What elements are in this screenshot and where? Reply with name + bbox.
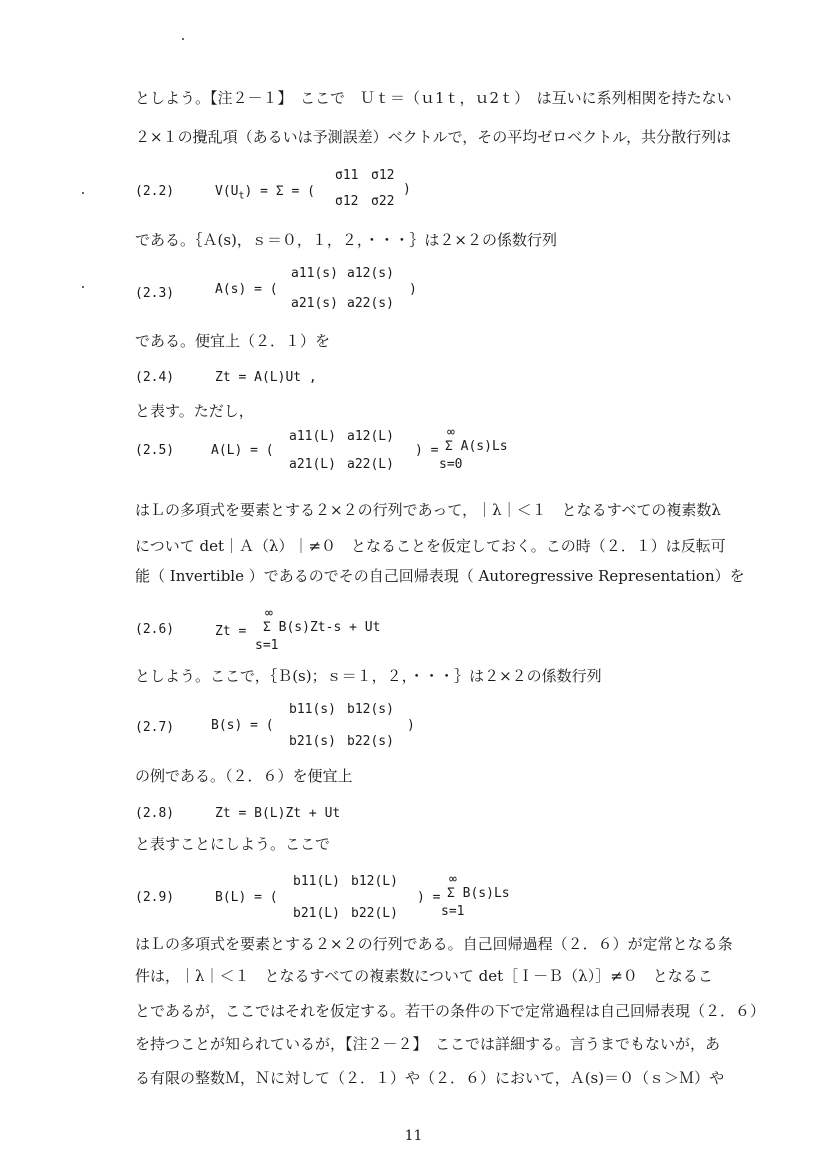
matrix-cell: σ22 — [371, 194, 395, 209]
matrix-cell: b11(L) — [293, 874, 340, 889]
matrix-cell: a12(s) — [347, 266, 394, 281]
equation-2-9: (2.9) B(L) = ( b11(L) b12(L) b21(L) b22(L) ) = ∞ Σ B(s)Ls s=1 — [135, 872, 510, 921]
text-line: について det｜Ａ（λ）｜≠０ となることを仮定しておく。この時（２．１）は反転可 — [135, 537, 726, 555]
equation-2-8: (2.8) Zt = B(L)Zt + Ut — [135, 806, 341, 821]
matrix-cell: a21(L) — [289, 457, 336, 472]
matrix-cell: σ11 — [335, 168, 359, 183]
matrix-cell: a22(s) — [347, 296, 394, 311]
matrix-cell: a11(s) — [291, 266, 338, 281]
equation-number: (2.9) — [135, 890, 175, 905]
text-line: の例である。（２．６）を便宜上 — [135, 767, 353, 785]
text-line: ２×１の攪乱項（あるいは予測誤差）ベクトルで，その平均ゼロベクトル，共分散行列は — [135, 128, 732, 146]
text-line: と表すことにしよう。ここで — [135, 835, 331, 853]
matrix-cell: b22(L) — [351, 906, 398, 921]
equation-number: (2.6) — [135, 622, 175, 637]
matrix-cell: b21(s) — [289, 734, 336, 749]
equation-2-6: (2.6) Zt = ∞ Σ B(s)Zt-s + Ut s=1 — [135, 606, 381, 653]
equation-2-5: (2.5) A(L) = ( a11(L) a12(L) a21(L) a22(L) ) = ∞ Σ A(s)Ls s=0 — [135, 425, 508, 472]
matrix-cell: b12(s) — [347, 702, 394, 717]
matrix-cell: a12(L) — [347, 429, 394, 444]
equation-2-4: (2.4) Zt = A(L)Ut , — [135, 370, 317, 385]
equation-number: (2.7) — [135, 720, 175, 735]
text-line: はＬの多項式を要素とする２×２の行列であって，｜λ｜＜１ となるすべての複素数λ — [135, 501, 721, 519]
text-line: と表す。ただし， — [135, 402, 254, 420]
matrix-cell: b12(L) — [351, 874, 398, 889]
text-line: である。便宜上（２．１）を — [135, 332, 331, 350]
matrix-cell: σ12 — [335, 194, 359, 209]
equation-number: (2.2) — [135, 184, 175, 199]
matrix-cell: a22(L) — [347, 457, 394, 472]
equation-number: (2.3) — [135, 286, 175, 301]
page-number: 11 — [404, 1128, 423, 1144]
scan-speck — [82, 286, 84, 288]
text-line: とであるが，ここではそれを仮定する。若干の条件の下で定常過程は自己回帰表現（２．６） — [135, 1002, 766, 1020]
text-line: 件は，｜λ｜＜１ となるすべての複素数について det［Ｉ－Ｂ（λ）］≠０ となるこ — [135, 967, 713, 985]
matrix-cell: b22(s) — [347, 734, 394, 749]
equation-2-3: (2.3) A(s) = ( a11(s) a12(s) a21(s) a22(s) ) — [135, 266, 417, 311]
scan-speck — [182, 38, 184, 40]
scan-speck — [82, 192, 84, 194]
equation-number: (2.5) — [135, 443, 175, 458]
equation-2-2: (2.2) $V(U_t) = \Sigma$ = ( σ11 σ12 σ12 σ22 ) — [135, 168, 411, 209]
matrix-cell: a21(s) — [291, 296, 338, 311]
text-line: である。｛Ａ(s)，ｓ＝０，１，２，・・・｝は２×２の係数行列 — [135, 231, 557, 249]
text-line: はＬの多項式を要素とする２×２の行列である。自己回帰過程（２．６）が定常となる条 — [135, 935, 733, 953]
text-line: としよう。【注２－１】 ここで Ｕｔ＝（ｕ1ｔ，ｕ2ｔ） は互いに系列相関を持たない — [135, 89, 732, 107]
equation-number: (2.8) — [135, 806, 175, 821]
equation-number: (2.4) — [135, 370, 175, 385]
text-line: を持つことが知られているが，【注２－２】 ここでは詳細する。言うまでもないが，あ — [135, 1035, 721, 1053]
text-line: る有限の整数Ｍ，Ｎに対して（２．１）や（２．６）において，Ａ(s)＝０（ｓ＞Ｍ）や — [135, 1069, 725, 1087]
matrix-cell: σ12 — [371, 168, 395, 183]
matrix-cell: b11(s) — [289, 702, 336, 717]
text-line: としよう。ここで，｛Ｂ(s)；ｓ＝１，２，・・・｝は２×２の係数行列 — [135, 667, 602, 685]
matrix-cell: a11(L) — [289, 429, 336, 444]
matrix-cell: b21(L) — [293, 906, 340, 921]
text-line: 能（ Invertible ）であるのでその自己回帰表現（ Autoregressive Representation）を — [135, 567, 745, 585]
equation-2-7: (2.7) B(s) = ( b11(s) b12(s) b21(s) b22(s) ) — [135, 702, 415, 749]
